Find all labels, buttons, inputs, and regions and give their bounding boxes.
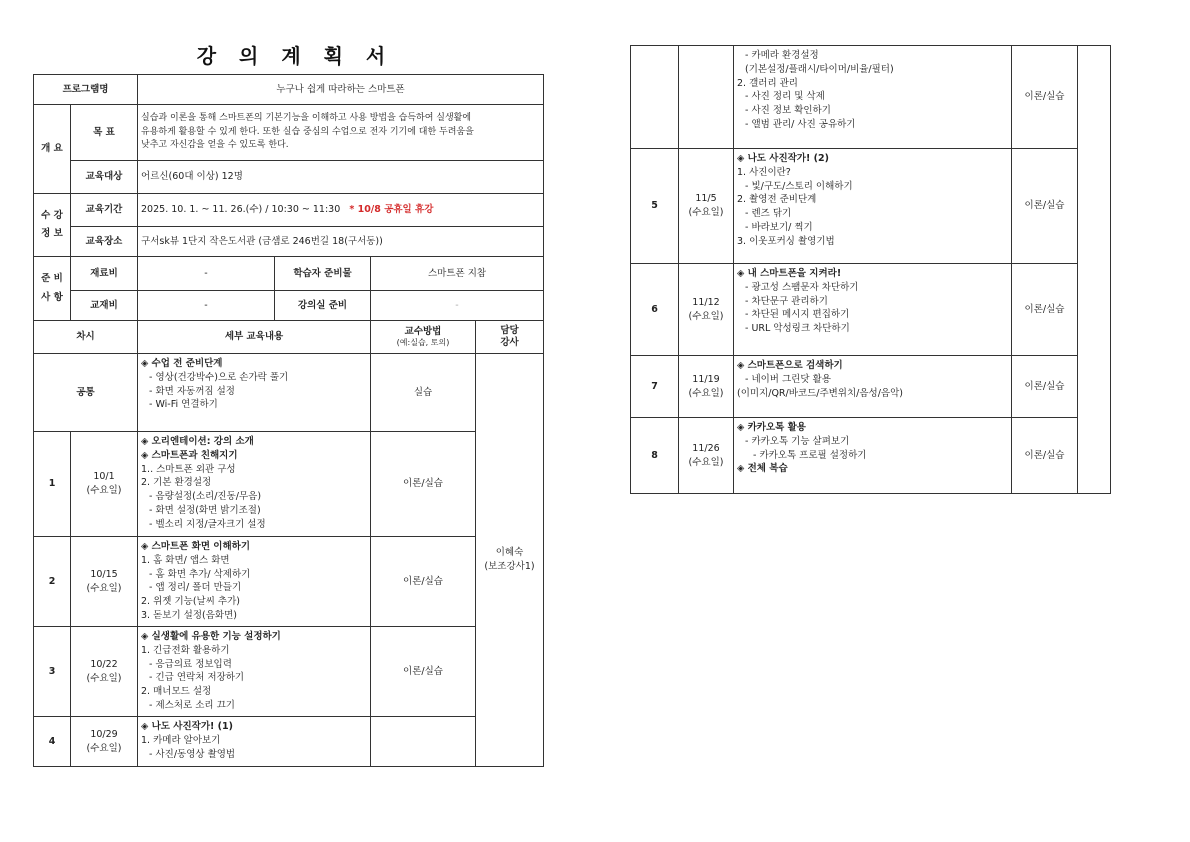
session-content (138, 717, 371, 767)
session-row (34, 354, 544, 432)
session-number: 공통 (34, 354, 138, 432)
period-cell (138, 194, 544, 227)
prep-section-label: 준 비 사 항 (34, 257, 71, 321)
session-line: - 차단된 메시지 편집하기 (745, 309, 850, 321)
period-value: 2025. 10. 1. ~ 11. 26.(수) / 10:30 ~ 11:30 (141, 204, 341, 216)
session-line: 2. 촬영전 준비단계 (737, 194, 817, 206)
session-method: 이론/실습 (371, 627, 476, 717)
session-line: 2. 기본 환경설정 (141, 477, 212, 489)
place-label: 교육장소 (71, 227, 138, 257)
session-heading: ◈ 전체 복습 (737, 463, 788, 475)
course-info-section-label: 수 강 정 보 (34, 194, 71, 257)
session-line: - 벨소리 지정/글자크기 설정 (149, 518, 266, 530)
session-row (631, 264, 1111, 356)
session-line: 1. 긴급전화 활용하기 (141, 644, 230, 656)
session-number: 6 (631, 264, 679, 356)
session-content (734, 46, 1012, 149)
session-heading: ◈ 나도 사진작가! (1) (141, 721, 233, 732)
session-line: - 화면 자동꺼짐 설정 (149, 385, 235, 397)
session-row (34, 537, 544, 627)
session-line: - 카카오톡 프로필 설정하기 (753, 449, 867, 461)
session-line: - 렌즈 닦기 (745, 208, 792, 220)
session-row (631, 46, 1111, 149)
session-method: 이론/실습 (371, 432, 476, 537)
session-line: - 카메라 환경설정 (745, 50, 819, 61)
session-line: - 카카오톡 기능 살펴보기 (745, 435, 850, 447)
session-line: - 앨범 관리/ 사진 공유하기 (745, 118, 856, 130)
session-line: - URL 악성링크 차단하기 (745, 323, 850, 335)
session-number: 1 (34, 432, 71, 537)
session-line: 3. 이웃포커싱 촬영기법 (737, 235, 835, 247)
session-content (734, 418, 1012, 494)
overview-section-label: 개 요 (34, 105, 71, 194)
session-heading: ◈ 나도 사진작가! (2) (737, 153, 829, 164)
session-content (734, 264, 1012, 356)
session-method: 이론/실습 (1012, 149, 1078, 264)
session-line: - 바라보기/ 찍기 (745, 221, 813, 233)
session-content (734, 356, 1012, 418)
session-number (631, 46, 679, 149)
goal-line: 낮추고 자신감을 얻을 수 있도록 한다. (141, 140, 289, 151)
lecture-plan-table-right (630, 45, 1111, 494)
session-heading: ◈ 내 스마트폰을 지켜라! (737, 268, 842, 279)
session-date: 10/22 (수요일) (71, 627, 138, 717)
holiday-note: * 10/8 공휴일 휴강 (349, 204, 434, 216)
session-line: 3. 돋보기 설정(음화면) (141, 609, 237, 621)
session-heading: ◈ 스마트폰으로 검색하기 (737, 360, 843, 371)
session-row (34, 717, 544, 767)
program-name-value: 누구나 쉽게 따라하는 스마트폰 (138, 75, 544, 105)
lecture-plan-table-left (33, 74, 544, 767)
session-line: - 사진 정리 및 삭제 (745, 91, 825, 103)
session-row (631, 418, 1111, 494)
method-header-label: 교수방법 (404, 325, 442, 337)
session-method: 이론/실습 (371, 537, 476, 627)
session-line: - 긴급 연락처 저장하기 (149, 672, 245, 684)
method-header (371, 321, 476, 354)
session-date: 11/26 (수요일) (679, 418, 734, 494)
session-number: 8 (631, 418, 679, 494)
session-line: - 홈 화면 추가/ 삭제하기 (149, 568, 251, 580)
session-date: 10/1 (수요일) (71, 432, 138, 537)
session-heading: ◈ 카카오톡 활용 (737, 422, 806, 433)
target-label: 교육대상 (71, 161, 138, 194)
session-heading: ◈ 스마트폰 화면 이해하기 (141, 541, 251, 552)
session-row (34, 432, 544, 537)
period-label: 교육기간 (71, 194, 138, 227)
session-line: (기본설정/플래시/타이머/비율/필터) (745, 63, 894, 75)
textbook-value: - (138, 291, 275, 321)
learner-prep-value: 스마트폰 지참 (371, 257, 544, 291)
session-date: 11/5 (수요일) (679, 149, 734, 264)
session-number: 4 (34, 717, 71, 767)
session-date: 10/15 (수요일) (71, 537, 138, 627)
session-date (679, 46, 734, 149)
session-line: - 앱 정리/ 폴더 만들기 (149, 582, 242, 594)
session-line: - 음량설정(소리/진동/무음) (149, 491, 262, 503)
session-method: 이론/실습 (1012, 418, 1078, 494)
goal-line: 유용하게 활용할 수 있게 한다. 또한 실습 중심의 수업으로 전자 기기에 대한 두려움을 (141, 126, 474, 137)
room-prep-label: 강의실 준비 (275, 291, 371, 321)
session-line: - 사진 정보 확인하기 (745, 105, 831, 117)
session-number: 5 (631, 149, 679, 264)
session-line: - 사진/동영상 촬영법 (149, 748, 236, 760)
session-date: 11/12 (수요일) (679, 264, 734, 356)
session-row (34, 627, 544, 717)
document-title: 강 의 계 획 서 (196, 44, 394, 68)
session-line: 1.. 스마트폰 외관 구성 (141, 463, 236, 475)
textbook-label: 교재비 (71, 291, 138, 321)
session-line: 2. 위젯 기능(날씨 추가) (141, 596, 240, 608)
session-method (371, 717, 476, 767)
goal-line: 실습과 이론을 통해 스마트폰의 기본기능을 이해하고 사용 방법을 습득하여 실생활에 (141, 112, 472, 123)
session-content (138, 627, 371, 717)
session-header: 차시 (34, 321, 138, 354)
session-date: 11/19 (수요일) (679, 356, 734, 418)
content-header: 세부 교육내용 (138, 321, 371, 354)
session-heading: ◈ 오리엔테이션: 강의 소개 (141, 436, 254, 447)
place-value: 구서sk뷰 1단지 작은도서관 (금샘로 246번길 18(구서동)) (138, 227, 544, 257)
session-method: 이론/실습 (1012, 356, 1078, 418)
session-line: - 빛/구도/스토리 이해하기 (745, 180, 853, 192)
session-line: - 화면 설정(화면 밝기조절) (149, 504, 261, 516)
session-line: - Wi-Fi 연결하기 (149, 399, 218, 411)
session-line: 2. 매너모드 설정 (141, 686, 212, 698)
session-content (138, 537, 371, 627)
session-line: 1. 사진이란? (737, 166, 791, 178)
session-heading: ◈ 실생활에 유용한 기능 설정하기 (141, 631, 281, 642)
session-number: 2 (34, 537, 71, 627)
session-line: 2. 갤러리 관리 (737, 77, 798, 89)
session-heading: ◈ 수업 전 준비단계 (141, 358, 223, 369)
session-row (631, 356, 1111, 418)
session-line: - 영상(건강박수)으로 손가락 풀기 (149, 371, 289, 383)
material-value: - (138, 257, 275, 291)
session-line: 1. 카메라 알아보기 (141, 734, 221, 746)
goal-label: 목 표 (71, 105, 138, 161)
program-name-label: 프로그램명 (34, 75, 138, 105)
goal-text (138, 105, 544, 161)
session-line: - 응급의료 정보입력 (149, 658, 232, 670)
session-line: - 광고성 스팸문자 차단하기 (745, 281, 859, 293)
teacher-header: 담당 강사 (476, 321, 544, 354)
session-content (734, 149, 1012, 264)
session-line: - 네이버 그린닷 활용 (745, 373, 831, 385)
session-content (138, 432, 371, 537)
session-date: 10/29 (수요일) (71, 717, 138, 767)
method-header-sub: (예:실습, 토의) (396, 337, 450, 347)
session-number: 7 (631, 356, 679, 418)
instructor-column (1078, 46, 1111, 494)
learner-prep-label: 학습자 준비물 (275, 257, 371, 291)
session-method: 이론/실습 (1012, 46, 1078, 149)
session-line: 1. 홈 화면/ 앱스 화면 (141, 554, 230, 566)
session-line: (이미지/QR/바코드/주변위치/음성/음악) (737, 387, 903, 399)
session-method: 실습 (371, 354, 476, 432)
session-method: 이론/실습 (1012, 264, 1078, 356)
session-line: - 차단문구 관리하기 (745, 295, 828, 307)
target-value: 어르신(60대 이상) 12명 (138, 161, 544, 194)
material-label: 재료비 (71, 257, 138, 291)
session-content (138, 354, 371, 432)
instructor-name: 이혜숙 (보조강사1) (476, 354, 544, 767)
session-number: 3 (34, 627, 71, 717)
room-prep-value: - (371, 291, 544, 321)
session-line: - 제스처로 소리 끄기 (149, 699, 235, 711)
session-heading: ◈ 스마트폰과 친해지기 (141, 449, 238, 461)
session-row (631, 149, 1111, 264)
